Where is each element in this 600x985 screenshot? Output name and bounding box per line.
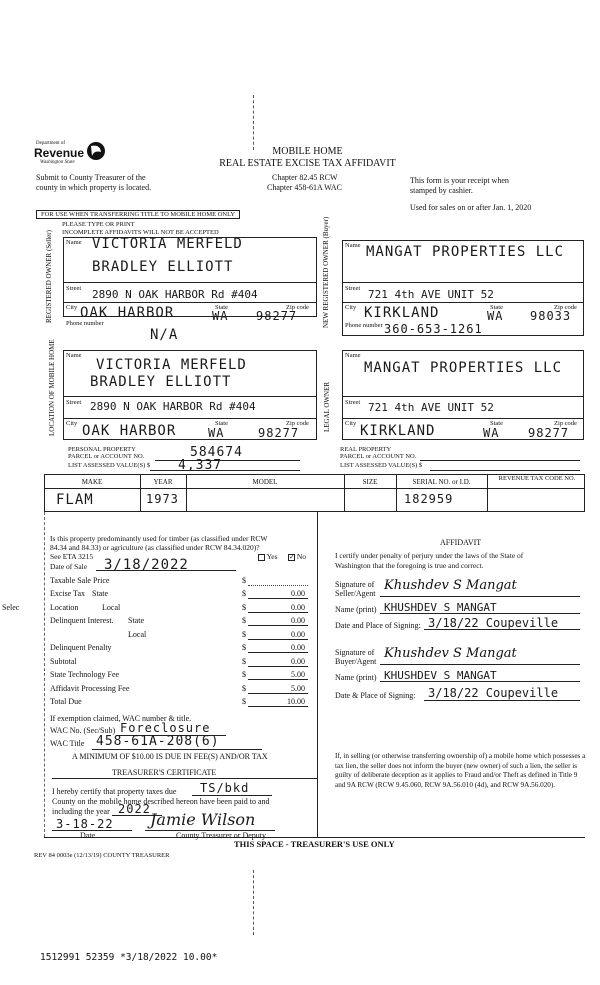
seller-state-label: State [215, 304, 228, 311]
dollar-10: $ [242, 697, 246, 706]
name-print-buyer: KHUSHDEV S MANGAT [384, 669, 497, 682]
dollar-3: $ [242, 603, 246, 612]
treasurer-line-3: including the year [52, 807, 110, 816]
logo-line1: Department of [36, 141, 66, 146]
fee-value-excise: 0.00 [291, 589, 305, 598]
header-make: MAKE [81, 478, 103, 486]
side-fragment: Selec [2, 603, 20, 612]
fee-processing-fee: Affidavit Processing Fee [50, 684, 130, 693]
treasurer-taxes-value: TS/bkd [200, 781, 250, 795]
treasurer-date-value: 3-18-22 [56, 817, 114, 831]
fee-total-due: Total Due [50, 697, 82, 706]
location-city: OAK HARBOR [82, 423, 177, 439]
fee-taxable-sale: Taxable Sale Price [50, 576, 110, 585]
seller-city-label: City [66, 304, 78, 311]
buyer-street-label: Street [345, 285, 361, 292]
name-print-seller: KHUSHDEV S MANGAT [384, 601, 497, 614]
treasurer-space-label: THIS SPACE - TREASURER'S USE ONLY [234, 839, 395, 849]
treasurer-cert-title: TREASURER'S CERTIFICATE [112, 768, 217, 777]
buyer-street: 721 4th AVE UNIT 52 [368, 288, 494, 301]
seller-side-label: REGISTERED OWNER (Seller) [45, 230, 53, 323]
sig-buyer-label-1: Signature of [335, 648, 375, 657]
affidavit-warning: If, in selling (or otherwise transferring ownership of) a mobile home which possesses a tax lien, the seller does not inform the buyer (new owner) of such a lien, the seller is guilty of deliberate deception as it applies to Fraud and/or Theft as defined in Title 9 and 9A RCW (RCW 9.45.060, RCW 9A.56.010 (4d), and RCW 9A.56.020). [335, 752, 586, 789]
fee-local-2: Local [128, 630, 147, 639]
real-property-label-1: REAL PROPERTY [340, 446, 392, 453]
logo-line3: Washington State [40, 160, 75, 165]
location-zip: 98277 [258, 426, 300, 440]
list-assessed-label: LIST ASSESSED VALUE(S) $ [68, 462, 151, 469]
treasurer-date-label: Date [80, 831, 96, 840]
treasurer-signature: Jamie Wilson [150, 810, 256, 829]
page-title: REAL ESTATE EXCISE TAX AFFIDAVIT [219, 158, 396, 169]
name-print-buyer-label: Name (print) [335, 673, 377, 682]
fee-value-subtotal: 0.00 [291, 657, 305, 666]
real-property-label-2: PARCEL or ACCOUNT NO. [340, 453, 417, 460]
fee-delinquent-penalty: Delinquent Penalty [50, 643, 112, 652]
fold-line-bottom [253, 870, 254, 935]
location-street: 2890 N OAK HARBOR Rd #404 [90, 400, 256, 413]
dollar-2: $ [242, 589, 246, 598]
minimum-notice: A MINIMUM OF $10.00 IS DUE IN FEE(S) AND/OR TAX [72, 752, 268, 761]
buyer-phone: 360-653-1261 [384, 322, 483, 336]
buyer-city: KIRKLAND [364, 305, 440, 321]
affidavit-certify-1: I certify under penalty of perjury under the laws of the State of [335, 551, 524, 560]
fee-state-1: State [92, 589, 108, 598]
legal-name-label: Name [345, 352, 361, 359]
seller-street: 2890 N OAK HARBOR Rd #404 [92, 288, 258, 301]
timber-yes-label: Yes [266, 552, 278, 561]
treasurer-line-1: I hereby certify that property taxes due [52, 787, 177, 796]
date-place-seller-label: Date and Place of Signing: [335, 621, 421, 630]
fee-local-1: Local [102, 603, 121, 612]
seller-state: WA [212, 309, 229, 323]
legal-owner-name: MANGAT PROPERTIES LLC [364, 360, 563, 376]
location-street-label: Street [66, 399, 82, 406]
personal-property-label-1: PERSONAL PROPERTY [68, 446, 136, 453]
list-assessed-label-2: LIST ASSESSED VALUE(S) $ [340, 462, 423, 469]
fee-excise-tax: Excise Tax [50, 589, 86, 598]
buyer-side-label: NEW REGISTERED OWNER (Buyer) [322, 216, 330, 328]
timber-no-checkbox[interactable]: ✓ [289, 552, 295, 561]
dollar-5: $ [242, 630, 246, 639]
date-of-sale-value: 3/18/2022 [104, 557, 189, 573]
type-print-notice: PLEASE TYPE OR PRINT [62, 221, 135, 228]
wac-title-label: WAC Title [50, 739, 85, 748]
header-serial: SERIAL NO. or I.D. [412, 478, 471, 486]
timber-question-1: Is this property predominantly used for timber (as classified under RCW [50, 534, 268, 543]
sig-seller-label-2: Seller/Agent [335, 589, 376, 598]
fee-value-tech: 5.00 [291, 670, 305, 679]
home-serial: 182959 [404, 492, 454, 506]
date-place-buyer: 3/18/22 Coupeville [428, 686, 559, 700]
location-city-label: City [66, 420, 78, 427]
location-zip-label: Zip code [286, 420, 309, 427]
legal-state-label: State [490, 420, 503, 427]
dor-logo [34, 140, 114, 170]
buyer-zip: 98033 [530, 309, 572, 323]
fold-line-top [253, 95, 254, 150]
fee-value-total: 10.00 [287, 697, 305, 706]
buyer-name-label: Name [345, 242, 361, 249]
chapter-2: Chapter 458-61A WAC [267, 183, 342, 192]
incomplete-notice: INCOMPLETE AFFIDAVITS WILL NOT BE ACCEPTED [62, 229, 219, 236]
buyer-signature: Khushdev S Mangat [384, 646, 517, 661]
fee-value-processing: 5.00 [291, 684, 305, 693]
seller-name-2: BRADLEY ELLIOTT [92, 259, 234, 275]
header-model: MODEL [252, 478, 278, 486]
assessed-value: 4,337 [178, 458, 223, 473]
fee-value-interest-local: 0.00 [291, 630, 305, 639]
cashier-stamp: 1512991 52359 *3/18/2022 10.00* [40, 952, 218, 963]
legal-zip-label: Zip code [554, 420, 577, 427]
legal-city-label: City [345, 420, 357, 427]
header-tax-code: REVENUE TAX CODE NO. [498, 475, 576, 482]
buyer-phone-label: Phone number [345, 322, 383, 329]
fee-value-local: 0.00 [291, 603, 305, 612]
timber-no-label: No [296, 552, 307, 561]
dollar-9: $ [242, 684, 246, 693]
buyer-zip-label: Zip code [554, 304, 577, 311]
transfer-notice: FOR USE WHEN TRANSFERRING TITLE TO MOBILE HOME ONLY [36, 210, 240, 219]
seller-phone-label: Phone number [66, 320, 104, 327]
seller-city: OAK HARBOR [80, 305, 175, 321]
logo-line2: Revenue [34, 146, 85, 160]
date-place-buyer-label: Date & Place of Signing: [335, 691, 416, 700]
location-side-label: LOCATION OF MOBILE HOME [48, 339, 56, 436]
personal-property-label-2: PARCEL or ACCOUNT NO. [68, 453, 145, 460]
date-of-sale-label: Date of Sale [50, 562, 88, 571]
wac-title-value: 458-61A-208(6) [96, 734, 220, 749]
location-state: WA [208, 426, 225, 440]
dollar-4: $ [242, 616, 246, 625]
timber-no-option[interactable] [288, 552, 306, 561]
treasurer-year-value: 2022 [118, 802, 151, 816]
home-make: FLAM [56, 492, 94, 508]
buyer-state: WA [487, 309, 504, 323]
see-eta: See ETA 3215 [50, 552, 94, 561]
buyer-state-label: State [490, 304, 503, 311]
fee-location: Location [50, 603, 79, 612]
rev-code: REV 84 0003e (12/13/19) COUNTY TREASURER [34, 852, 170, 859]
header-year: YEAR [153, 478, 173, 486]
buyer-name: MANGAT PROPERTIES LLC [366, 244, 565, 260]
legal-side-label: LEGAL OWNER [323, 381, 331, 433]
location-state-label: State [215, 420, 228, 427]
home-year: 1973 [146, 492, 179, 506]
legal-street-label: Street [345, 399, 361, 406]
header-size: SIZE [362, 478, 378, 486]
seller-zip: 98277 [256, 309, 298, 323]
submit-text-2: county in which property is located. [36, 183, 152, 192]
seller-name-label: Name [66, 239, 82, 246]
exemption-claim: If exemption claimed, WAC number & title. [50, 714, 192, 723]
location-name-2: BRADLEY ELLIOTT [90, 374, 232, 390]
seller-signature: Khushdev S Mangat [384, 578, 517, 593]
sig-buyer-label-2: Buyer/Agent [335, 657, 377, 666]
fee-subtotal: Subtotal [50, 657, 77, 666]
dollar-6: $ [242, 643, 246, 652]
legal-owner-street: 721 4th AVE UNIT 52 [368, 401, 494, 414]
dollar-7: $ [242, 657, 246, 666]
submit-text-1: Submit to County Treasurer of the [36, 173, 146, 182]
dollar-8: $ [242, 670, 246, 679]
title-1: MOBILE HOME [272, 146, 343, 157]
chapter-1: Chapter 82.45 RCW [272, 173, 338, 182]
treasurer-deputy-label: County Treasurer or Deputy [176, 831, 266, 840]
receipt-text-1: This form is your receipt when [410, 176, 509, 185]
parcel-number: 584674 [190, 445, 243, 460]
wac-no-value: Foreclosure [120, 721, 211, 735]
use-date: Used for sales on or after Jan. 1, 2020 [410, 203, 532, 212]
seller-phone: N/A [150, 327, 179, 343]
fee-value-penalty: 0.00 [291, 643, 305, 652]
name-print-seller-label: Name (print) [335, 605, 377, 614]
fee-delinquent-interest: Delinquent Interest. [50, 616, 114, 625]
receipt-text-2: stamped by cashier. [410, 186, 473, 195]
seller-zip-label: Zip code [286, 304, 309, 311]
affidavit-certify-2: Washington that the foregoing is true and correct. [335, 561, 484, 570]
timber-yes-checkbox[interactable] [258, 554, 265, 561]
legal-owner-state: WA [483, 426, 500, 440]
affidavit-title: AFFIDAVIT [440, 538, 482, 547]
legal-owner-city: KIRKLAND [360, 423, 436, 439]
buyer-city-label: City [345, 304, 357, 311]
legal-owner-zip: 98277 [528, 426, 570, 440]
location-name-label: Name [66, 352, 82, 359]
fee-state-2: State [128, 616, 144, 625]
location-name-1: VICTORIA MERFELD [96, 357, 247, 373]
treasurer-line-2: County on the mobile home described hereon have been paid to and [52, 797, 270, 806]
seller-name-1: VICTORIA MERFELD [92, 236, 243, 252]
timber-question-2: 84.34 and 84.33) or agriculture (as classified under RCW 84.34.020)? [50, 543, 260, 552]
dollar-1: $ [242, 576, 246, 585]
seller-street-label: Street [66, 285, 82, 292]
sig-seller-label-1: Signature of [335, 580, 375, 589]
timber-yes-option[interactable] [258, 552, 278, 561]
fee-value-interest-state: 0.00 [291, 616, 305, 625]
wac-no-label: WAC No. (Sec/Sub) [50, 726, 116, 735]
fee-tech-fee: State Technology Fee [50, 670, 120, 679]
date-place-seller: 3/18/22 Coupeville [428, 616, 559, 630]
